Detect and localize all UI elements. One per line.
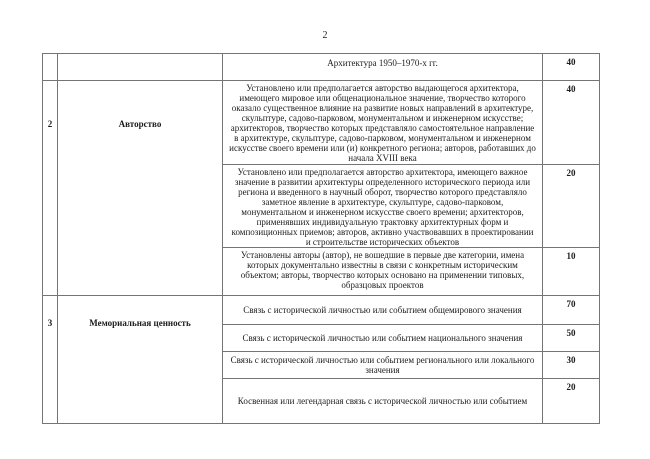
- score-value: 50: [543, 325, 600, 352]
- criterion-text: Установлено или предполагается авторство архитектора, имеющего важное значение в развитии архитектуры определенного исторического периода или региона и введенного в научный оборот, творчество которого представляло заметное явление в архитектуре, скульптуре, садово-парковом, монументальном и инженерном искусстве своего времени; архитекторов, применявших индивидуальную трактовку архитектурных форм и композиционных приемов; авторов, активно участвовавших в проектировании и строительстве исторических объектов: [223, 165, 543, 248]
- category-cell: Мемориальная ценность: [58, 296, 223, 424]
- table-row: [43, 81, 600, 165]
- criterion-text: Связь с исторической личностью или событием национального значения: [223, 325, 543, 352]
- criterion-text: Установлены авторы (автор), не вошедшие в первые две категории, имена которых документально известны в связи с конкретным историческим объектом; авторы, творчество которых основано на применении типовых, образцовых проектов: [223, 248, 543, 296]
- score-value: 10: [543, 248, 600, 296]
- score-value: 30: [543, 352, 600, 379]
- criteria-table: [42, 53, 600, 424]
- category-cell: [58, 54, 223, 81]
- table-row: [43, 296, 600, 325]
- score-value: 20: [543, 165, 600, 248]
- criterion-text: Связь с исторической личностью или событием регионального или локального значения: [223, 352, 543, 379]
- criterion-text: Установлено или предполагается авторство выдающегося архитектора, имеющего мировое или общенациональное значение, творчество которого оказало существенное влияние на развитие новых направлений в архитектуре, скульптуре, садово-парковом, монументальном и инженерном искусстве; архитекторов, творчество которых представляло самостоятельное направление в архитектуре, скульптуре, садово-парковом, монументальном и инженерном искусстве своего времени или (и) конкретного региона; авторов, работавших до начала XVIII века: [223, 81, 543, 165]
- table-row: [43, 54, 600, 81]
- row-number-cell: 3: [43, 296, 58, 424]
- criterion-text: Архитектура 1950–1970-х гг.: [223, 54, 543, 81]
- score-value: 20: [543, 379, 600, 424]
- score-value: 70: [543, 296, 600, 325]
- criterion-text: Связь с исторической личностью или событием общемирового значения: [223, 296, 543, 325]
- score-value: 40: [543, 81, 600, 165]
- row-number-cell: 2: [43, 81, 58, 296]
- score-value: 40: [543, 54, 600, 81]
- page-number: 2: [322, 30, 328, 41]
- category-cell: Авторство: [58, 81, 223, 296]
- criterion-text: Косвенная или легендарная связь с исторической личностью или событием: [223, 379, 543, 424]
- row-number-cell: [43, 54, 58, 81]
